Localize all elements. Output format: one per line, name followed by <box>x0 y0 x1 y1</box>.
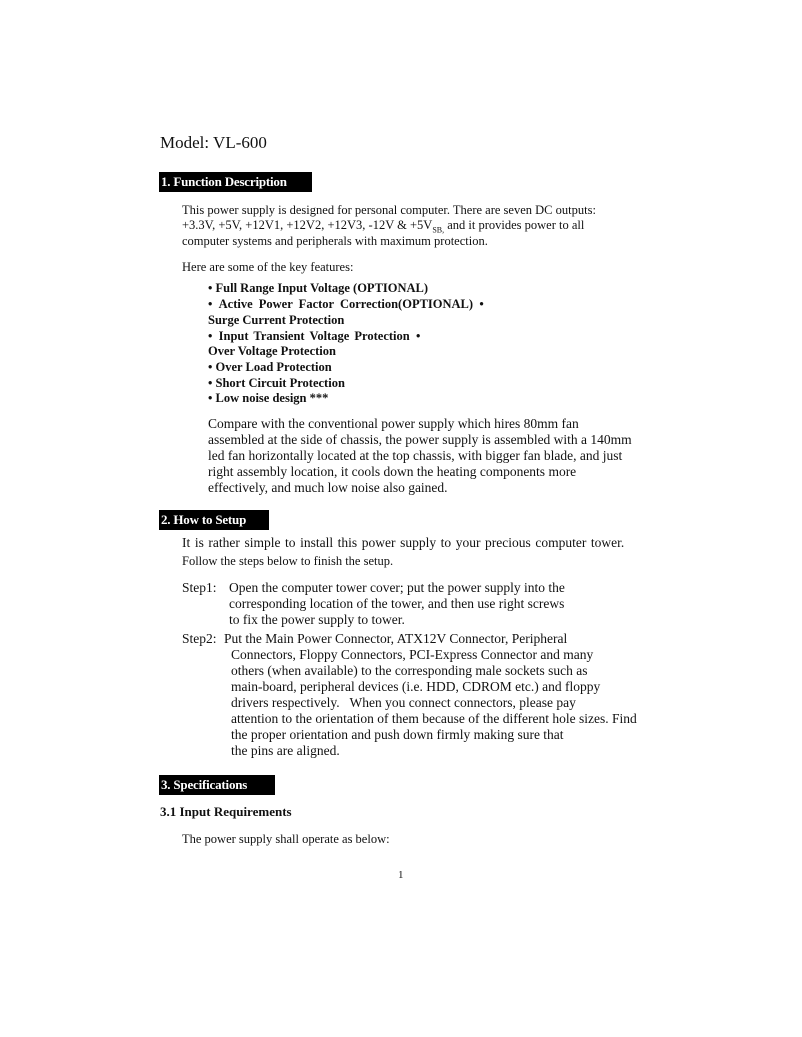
step2-line: main-board, peripheral devices (i.e. HDD, CDROM etc.) and floppy <box>231 679 601 694</box>
feature-item: Surge Current Protection <box>208 313 345 327</box>
feature-item: Over Voltage Protection <box>208 344 336 358</box>
compare-line: right assembly location, it cools down the heating components more <box>208 464 577 479</box>
step2-line: others (when available) to the corresponding male sockets such as <box>231 663 588 678</box>
compare-line: Compare with the conventional power supply which hires 80mm fan <box>208 416 579 431</box>
step2-line: drivers respectively. When you connect connectors, please pay <box>231 695 576 710</box>
features-intro: Here are some of the key features: <box>182 260 354 274</box>
feature-item: • Active Power Factor Correction(OPTIONAL) • <box>208 297 484 311</box>
step2-line: the proper orientation and push down firmly making sure that <box>231 727 564 742</box>
feature-item: • Low noise design *** <box>208 391 329 405</box>
step1-label: Step1: <box>182 580 217 595</box>
section-heading-function-description: 1. Function Description <box>159 172 312 192</box>
model-title: Model: VL-600 <box>160 133 267 152</box>
function-desc-line-3: computer systems and peripherals with maximum protection. <box>182 234 488 248</box>
input-requirements-heading: 3.1 Input Requirements <box>160 804 292 819</box>
feature-item: • Over Load Protection <box>208 360 332 374</box>
step2-line: the pins are aligned. <box>231 743 340 758</box>
step2-line: attention to the orientation of them because of the different hole sizes. Find <box>231 711 637 726</box>
step1-line: to fix the power supply to tower. <box>229 612 405 627</box>
step2-line: Put the Main Power Connector, ATX12V Connector, Peripheral <box>224 631 568 646</box>
compare-line: effectively, and much low noise also gained. <box>208 480 448 495</box>
feature-item: • Full Range Input Voltage (OPTIONAL) <box>208 281 429 295</box>
function-desc-line-2: +3.3V, +5V, +12V1, +12V2, +12V3, -12V & $+5V_{SB,}$ and it provides power to all <box>182 218 585 235</box>
step2-label: Step2: <box>182 631 217 646</box>
compare-line: led fan horizontally located at the top chassis, with bigger fan blade, and just <box>208 448 623 463</box>
feature-item: • Short Circuit Protection <box>208 376 345 390</box>
section-heading-how-to-setup: 2. How to Setup <box>159 510 269 530</box>
feature-item: • Input Transient Voltage Protection • <box>208 329 421 343</box>
step2-line: Connectors, Floppy Connectors, PCI-Express Connector and many <box>231 647 594 662</box>
section-heading-specifications: 3. Specifications <box>159 775 275 795</box>
compare-line: assembled at the side of chassis, the power supply is assembled with a 140mm <box>208 432 632 447</box>
input-requirements-text: The power supply shall operate as below: <box>182 832 390 846</box>
function-desc-line-1: This power supply is designed for personal computer. There are seven DC outputs: <box>182 203 596 217</box>
page-number: 1 <box>398 869 404 881</box>
setup-intro-2: Follow the steps below to finish the setup. <box>182 554 394 568</box>
step1-line: Open the computer tower cover; put the power supply into the <box>229 580 565 595</box>
step1-line: corresponding location of the tower, and then use right screws <box>229 596 565 611</box>
setup-intro-1: It is rather simple to install this power supply to your precious computer tower. <box>182 535 625 550</box>
